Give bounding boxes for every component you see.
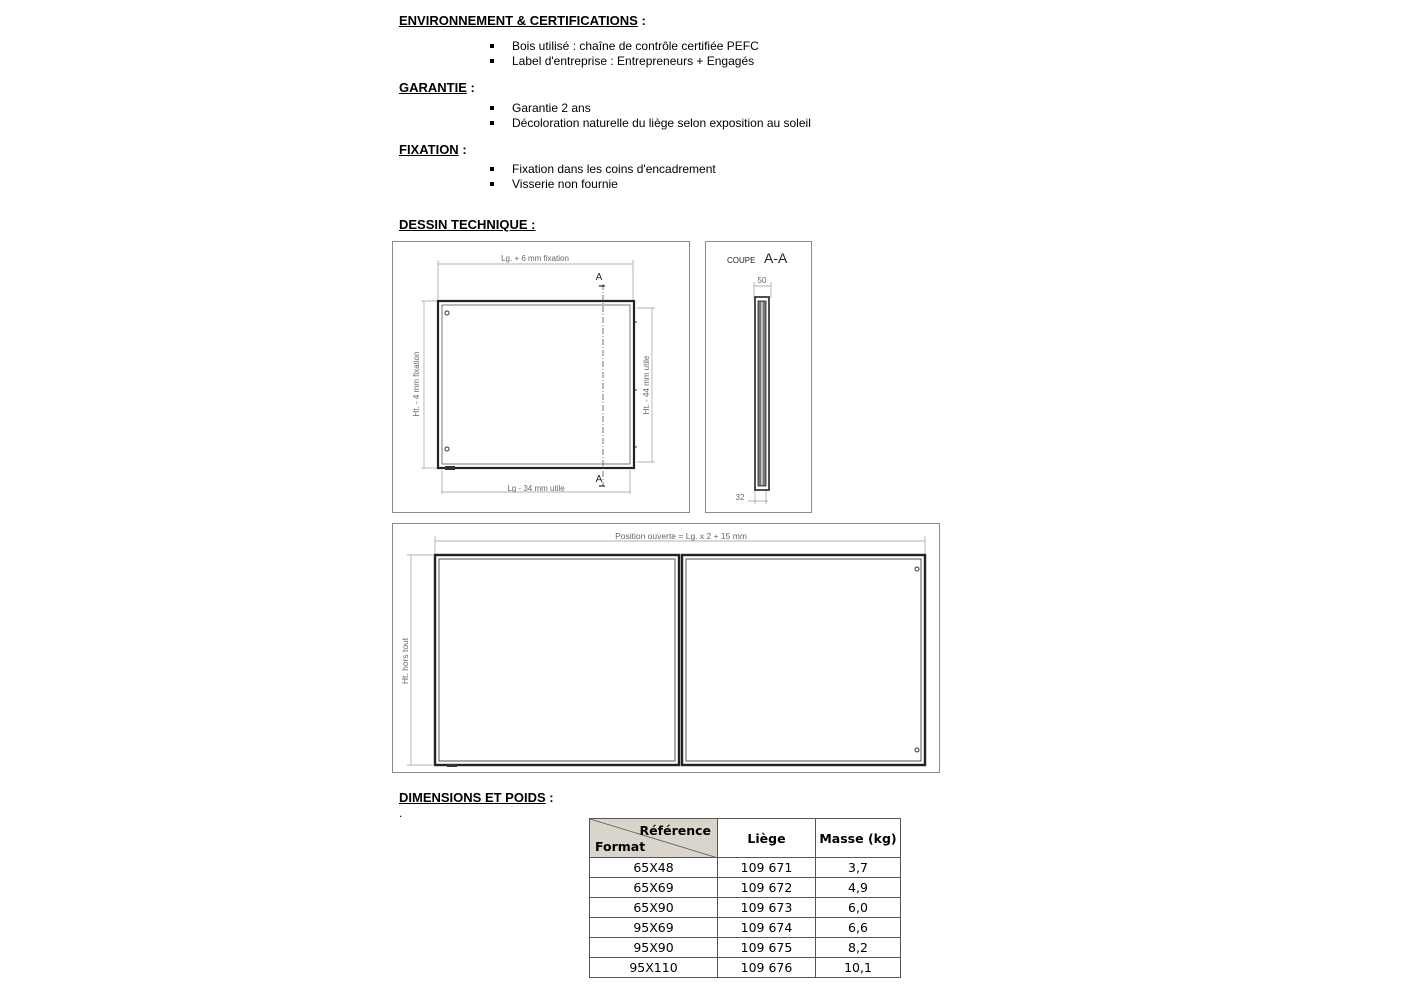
section-heading-dimensions: DIMENSIONS ET POIDS : <box>399 790 554 805</box>
cell-masse: 4,9 <box>816 878 901 898</box>
cell-masse: 10,1 <box>816 958 901 978</box>
front-view-svg <box>393 242 689 512</box>
section-mark-bottom: A <box>595 474 603 485</box>
cell-format: 95X110 <box>590 958 718 978</box>
cell-format: 95X90 <box>590 938 718 958</box>
cell-masse: 3,7 <box>816 858 901 878</box>
cell-liege: 109 672 <box>718 878 816 898</box>
cell-liege: 109 673 <box>718 898 816 918</box>
list-item: Garantie 2 ans <box>489 101 811 116</box>
header-reference-format <box>590 819 718 858</box>
open-top-dimension: Position ouverte = Lg. x 2 + 15 mm <box>615 531 747 541</box>
open-position-drawing <box>392 523 940 773</box>
list-item: Décoloration naturelle du liège selon exposition au soleil <box>489 116 811 131</box>
table-header-row <box>590 819 901 858</box>
cell-masse: 8,2 <box>816 938 901 958</box>
table-row <box>590 958 901 978</box>
header-reference: Référence <box>639 823 711 838</box>
list-item: Label d'entreprise : Entrepreneurs + Engagés <box>489 54 759 69</box>
table-row <box>590 918 901 938</box>
cell-format: 65X69 <box>590 878 718 898</box>
cell-format: 95X69 <box>590 918 718 938</box>
section-heading-dessin-technique: DESSIN TECHNIQUE : <box>399 217 536 232</box>
coupe-id: A-A <box>764 250 788 266</box>
front-right-dimension: Ht. - 44 mm utile <box>642 355 651 415</box>
garantie-list <box>489 101 811 131</box>
cell-liege: 109 676 <box>718 958 816 978</box>
header-format: Format <box>595 839 646 854</box>
environnement-list <box>489 39 759 69</box>
open-left-dimension: Ht. hors tout <box>400 637 410 685</box>
section-view-svg <box>706 242 811 512</box>
front-bottom-dimension: Lg - 34 mm utile <box>507 484 565 493</box>
header-masse: Masse (kg) <box>816 819 901 858</box>
table-row <box>590 938 901 958</box>
cell-masse: 6,0 <box>816 898 901 918</box>
fixation-list <box>489 162 716 192</box>
dimensions-note: . <box>399 806 403 820</box>
header-liege: Liège <box>718 819 816 858</box>
section-heading-garantie: GARANTIE : <box>399 80 475 95</box>
table-row <box>590 898 901 918</box>
list-item: Fixation dans les coins d'encadrement <box>489 162 716 177</box>
section-top-dimension: 50 <box>757 276 767 285</box>
table-row <box>590 858 901 878</box>
section-heading-fixation: FIXATION : <box>399 142 467 157</box>
list-item: Visserie non fournie <box>489 177 716 192</box>
front-view-drawing <box>392 241 690 513</box>
open-position-svg <box>393 524 939 772</box>
cell-format: 65X48 <box>590 858 718 878</box>
section-mark-top: A <box>595 272 603 283</box>
cell-liege: 109 674 <box>718 918 816 938</box>
cell-format: 65X90 <box>590 898 718 918</box>
cell-liege: 109 675 <box>718 938 816 958</box>
section-view-drawing <box>705 241 812 513</box>
cell-liege: 109 671 <box>718 858 816 878</box>
section-heading-environnement: ENVIRONNEMENT & CERTIFICATIONS : <box>399 13 646 28</box>
list-item: Bois utilisé : chaîne de contrôle certifiée PEFC <box>489 39 759 54</box>
section-bottom-dimension: 32 <box>735 493 745 502</box>
cell-masse: 6,6 <box>816 918 901 938</box>
table-row <box>590 878 901 898</box>
coupe-label: COUPE <box>727 256 756 265</box>
dimensions-table <box>589 818 901 978</box>
front-left-dimension: Ht. - 4 mm fixation <box>412 351 421 417</box>
front-top-dimension: Lg. + 6 mm fixation <box>501 254 569 263</box>
